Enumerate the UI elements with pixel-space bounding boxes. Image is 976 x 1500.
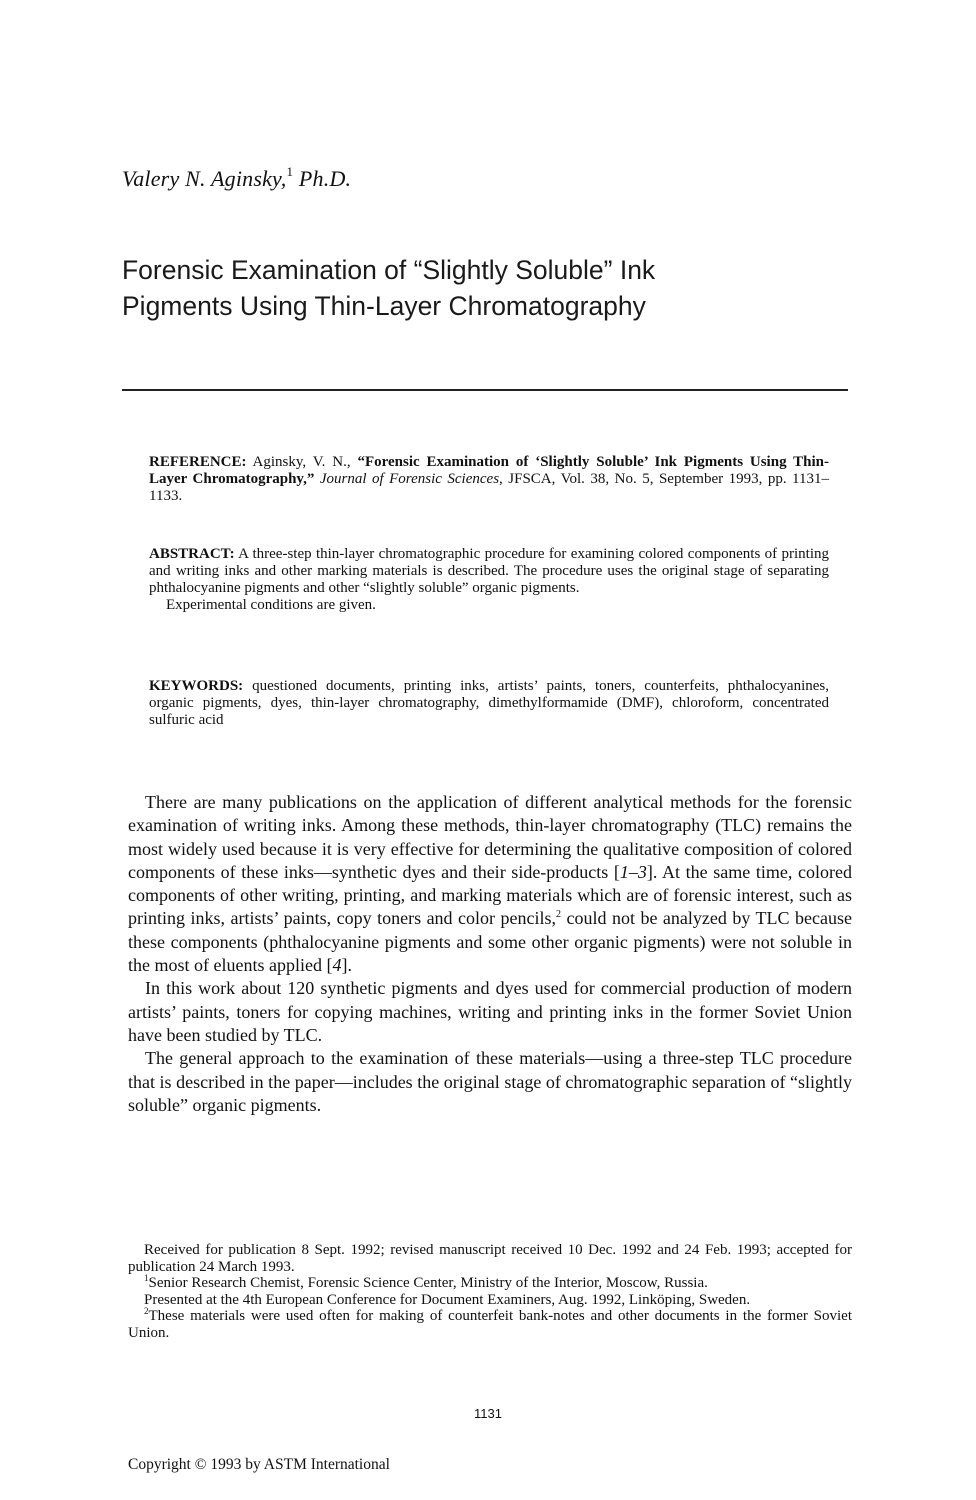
- author-name: Valery N. Aginsky,: [122, 166, 287, 191]
- copyright-notice: Copyright © 1993 by ASTM International: [128, 1456, 390, 1473]
- footnote-received: Received for publication 8 Sept. 1992; revised manuscript received 10 Dec. 1992 and 24 Feb. 1993; accepted for publication 24 March 1993.: [128, 1242, 852, 1275]
- keywords-text: questioned documents, printing inks, artists’ paints, toners, counterfeits, phthalocyanines, organic pigments, dyes, thin-layer chromatography, dimethylformamide (DMF), chloroform, concentrated sulfuric acid: [149, 678, 829, 728]
- title-divider: [122, 389, 848, 391]
- p1-part-d: ].: [341, 955, 352, 976]
- body-paragraph-3: The general approach to the examination of these materials—using a three-step TLC procedure that is described in the paper—includes the original stage of chromatographic separation of “slightly soluble” organic pigments.: [128, 1048, 852, 1115]
- author-degree: Ph.D.: [298, 166, 352, 191]
- footnote-1-text: Senior Research Chemist, Forensic Science Center, Ministry of the Interior, Moscow, Russia.: [148, 1275, 708, 1291]
- reference-journal: Journal of Forensic Sciences: [314, 471, 500, 487]
- footnote-1-mark: 1: [144, 1273, 149, 1283]
- abstract-label: ABSTRACT:: [149, 546, 235, 562]
- author-footnote-mark: 1: [286, 164, 294, 179]
- page-number: 1131: [474, 1406, 502, 1421]
- article-title: [122, 252, 862, 324]
- footnotes: [128, 1242, 852, 1341]
- abstract-text: A three-step thin-layer chromatographic procedure for examining colored components of printing and writing inks and other marking materials is described. The procedure uses the original stage of separating phthalocyanine pigments and other “slightly soluble” organic pigments.: [149, 546, 829, 596]
- author-line: [122, 166, 351, 192]
- reference-authors: Aginsky, V. N.,: [246, 454, 358, 470]
- p1-part-a: There are many publications on the application of different analytical methods for the forensic examination of writing inks. Among these methods, thin-layer chromatography (TLC) remains the most widely used because it is very effective for determining the qualitative composition of colored components of these inks—synthetic dyes and their side-products [: [128, 792, 852, 882]
- reference-block: [149, 454, 829, 505]
- p1-part-b: ]. At the same time, colored components of other writing, printing, and marking materials which are of forensic interest, such as printing inks, artists’ paints, copy toners and color pencils,: [128, 861, 852, 929]
- citation-1-3: 1–3: [619, 861, 647, 882]
- keywords-label: KEYWORDS:: [149, 678, 244, 694]
- keywords-block: [149, 678, 829, 729]
- reference-details: , JFSCA, Vol. 38, No. 5, September 1993, pp. 1131–1133.: [149, 471, 830, 504]
- title-line-2: Pigments Using Thin-Layer Chromatography: [122, 291, 646, 321]
- p1-part-c: could not be analyzed by TLC because these components (phthalocyanine pigments and some other organic pigments) were not soluble in the most of eluents applied [: [128, 908, 852, 976]
- reference-article-title: “Forensic Examination of ‘Slightly Soluble’ Ink Pigments Using Thin-Layer Chromatography,”: [149, 454, 830, 487]
- reference-label: REFERENCE:: [149, 454, 247, 470]
- title-line-1: Forensic Examination of “Slightly Soluble” Ink: [122, 255, 656, 285]
- body-paragraph-2: In this work about 120 synthetic pigments and dyes used for commercial production of modern artists’ paints, toners for copying machines, writing and printing inks in the former Soviet Union have been studied by TLC.: [128, 978, 852, 1045]
- abstract-text-2: Experimental conditions are given.: [166, 597, 376, 613]
- footnote-2: [128, 1308, 852, 1341]
- footnote-presented: Presented at the 4th European Conference for Document Examiners, Aug. 1992, Linköping, Sweden.: [144, 1291, 751, 1308]
- footnote-2-mark: 2: [144, 1306, 149, 1316]
- citation-4: 4: [332, 955, 342, 976]
- body-paragraph-1: [128, 791, 852, 977]
- footnote-ref-2: 2: [556, 909, 561, 921]
- body-text: [128, 791, 852, 1117]
- abstract-block: [149, 546, 829, 614]
- footnote-2-text: These materials were used often for making of counterfeit bank-notes and other documents in the former Soviet Union.: [128, 1308, 852, 1341]
- footnote-1: [128, 1275, 852, 1292]
